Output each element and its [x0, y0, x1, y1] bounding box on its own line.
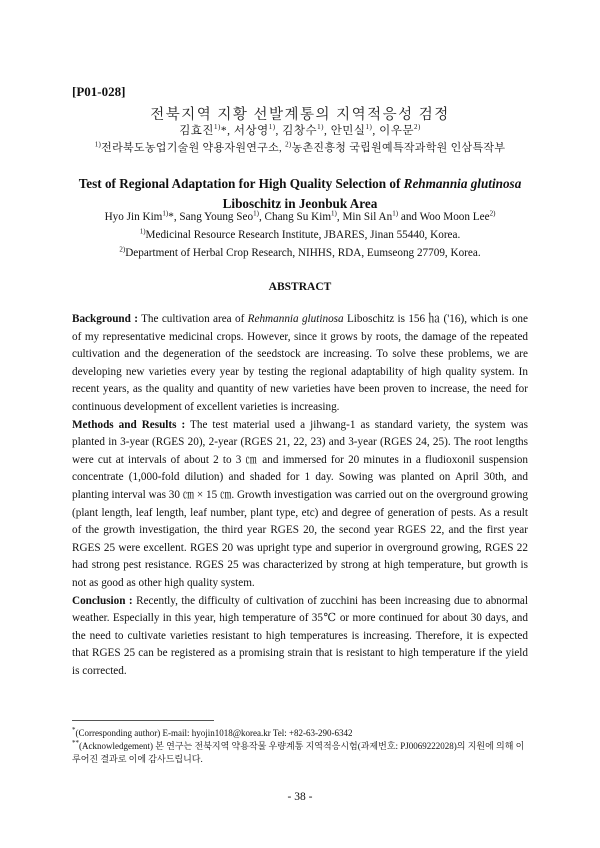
methods-label: Methods and Results :: [72, 418, 186, 431]
conclusion-text: Recently, the difficulty of cultivation of zucchini has been increasing due to abnormal weather. Especially in this year, high temperature of 35℃ or more continued for about 30 days, and the need to cultivate varieties resistant to high temperatures is increasing. Therefore, it is expected that RGES 25 can be registered as a promising strain that is resistant to high temperature if the yield is corrected.: [72, 594, 528, 677]
methods-text: The test material used a jihwang-1 as standard variety, the system was planted in 3-year (RGES 20), 2-year (RGES 21, 22, 23) and 3-year (RGES 24, 25). The root lengths were cut at intervals of about 2 to 3 ㎝ and immersed for 20 minutes in a fludioxonil suspension concentrate (1,000-fold dilution) and shaded for 1 day. Sowing was planted on April 30th, and planting interval was 30 ㎝ × 15 ㎝. Growth investigation was carried out on the overground growing (plant length, leaf length, leaf number, plant type, etc) and degree of generation of pests. As a result of the growth investigation, the third year RGES 20, the second year RGES 22, and the first year RGES 25 were excellent. RGES 20 was upright type and superior in overground growing, RGES 22 had strong pest resistance. RGES 25 was characterized by strong at high temperature, but growth is not as good as other high quality system.: [72, 418, 528, 589]
english-authors: [40, 211, 560, 223]
author-ko-2: 서상영: [233, 125, 269, 137]
author-en-2-affil: 1): [253, 209, 259, 218]
affil-ko-1: 전라북도농업기술원 약용자원연구소,: [101, 142, 286, 154]
corresponding-mark: *: [220, 125, 228, 137]
author-sep: ,: [323, 125, 331, 137]
english-affiliation-2: [40, 247, 560, 259]
author-sep: ,: [372, 125, 380, 137]
background-text: Liboschitz is 156 ㏊ ('16), which is one of my representative medicinal crops. However, since it grows by roots, the damage of the repeated cultivation and the degeneration of the seedstock are increasing. To solve these problems, we are developing new varieties every year by testing the regional adaptability of high quality system. In recent years, as the quality and quantity of new varieties have been proven to increase, the need for continuous development of excellent varieties is increasing.: [72, 313, 528, 413]
korean-authors: [40, 122, 560, 138]
affil-ko-2-mark: 2): [285, 140, 292, 149]
page-number: - 38 -: [287, 791, 313, 803]
methods-paragraph: [72, 417, 528, 593]
author-ko-5-affil: 2): [413, 123, 421, 132]
author-en-3: , Chang Su Kim: [258, 211, 332, 223]
author-ko-3: 김창수: [282, 125, 318, 137]
affil-en-1-mark: 1): [139, 227, 146, 236]
abstract-body: [72, 311, 528, 680]
english-title-line2: Liboschitz in Jeonbuk Area: [222, 196, 378, 211]
paper-code: [P01-028]: [72, 84, 126, 99]
english-title-prefix: Test of Regional Adaptation for High Quality Selection of: [78, 176, 404, 191]
conclusion-label: Conclusion :: [72, 594, 133, 607]
acknowledgement-footnote-text: (Acknowledgement) 본 연구는 전북지역 약용작물 우량계통 지역적응시험(과제번호: PJ0069222028)의 지원에 의해 이루어진 결과로 이에 감사드립니다.: [72, 741, 525, 764]
english-affiliation-1: [40, 229, 560, 241]
abstract-heading: ABSTRACT: [268, 281, 332, 293]
affil-en-2-mark: 2): [119, 245, 126, 254]
author-en-4-affil: 1): [392, 209, 399, 218]
conclusion-paragraph: [72, 593, 528, 681]
english-title-species: Rehmannia glutinosa: [403, 176, 522, 191]
korean-affiliations: [40, 139, 560, 155]
affil-ko-1-mark: 1): [94, 140, 102, 149]
author-en-1: Hyo Jin Kim: [104, 211, 163, 223]
author-en-5-affil: 2): [489, 209, 496, 218]
footnotes: [72, 727, 528, 766]
korean-title: 전북지역 지황 선발계통의 지역적응성 검정: [150, 107, 450, 123]
affil-en-1: Medicinal Resource Research Institute, JBARES, Jinan 55440, Korea.: [145, 229, 461, 241]
acknowledgement-footnote: [72, 740, 528, 766]
author-ko-4: 안민실: [330, 125, 366, 137]
english-title: [40, 174, 560, 214]
author-en-2: , Sang Young Seo: [173, 211, 254, 223]
background-species: Rehmannia glutinosa: [247, 313, 344, 325]
author-ko-3-affil: 1): [317, 123, 324, 132]
footnote-divider: [72, 720, 214, 721]
author-en-1-affil: 1): [162, 209, 169, 218]
author-en-4: , Min Sil An: [336, 211, 393, 223]
acknowledgement-footnote-mark: **: [72, 739, 79, 747]
author-ko-1: 김효진: [179, 125, 215, 137]
background-paragraph: [72, 311, 528, 417]
corresponding-mark: *: [168, 211, 174, 223]
author-sep: ,: [275, 125, 283, 137]
author-ko-5: 이우문: [379, 125, 414, 137]
corresponding-footnote: [72, 727, 528, 740]
background-text-pre: The cultivation area of: [137, 313, 248, 325]
affil-ko-2: 농촌진흥청 국립원예특작과학원 인삼특작부: [291, 142, 506, 154]
corresponding-footnote-mark: *: [72, 726, 76, 734]
background-label: Background :: [72, 313, 138, 325]
author-ko-1-affil: 1): [214, 123, 221, 132]
author-en-5: and Woo Moon Lee: [398, 211, 490, 223]
affil-en-2: Department of Herbal Crop Research, NIHHS, RDA, Eumseong 27709, Korea.: [125, 247, 481, 259]
author-en-3-affil: 1): [331, 209, 337, 218]
author-ko-2-affil: 1): [268, 123, 276, 132]
author-sep: ,: [227, 125, 234, 137]
author-ko-4-affil: 1): [365, 123, 373, 132]
corresponding-footnote-text: (Corresponding author) E-mail: hyojin1018@korea.kr Tel: +82-63-290-6342: [75, 728, 353, 738]
